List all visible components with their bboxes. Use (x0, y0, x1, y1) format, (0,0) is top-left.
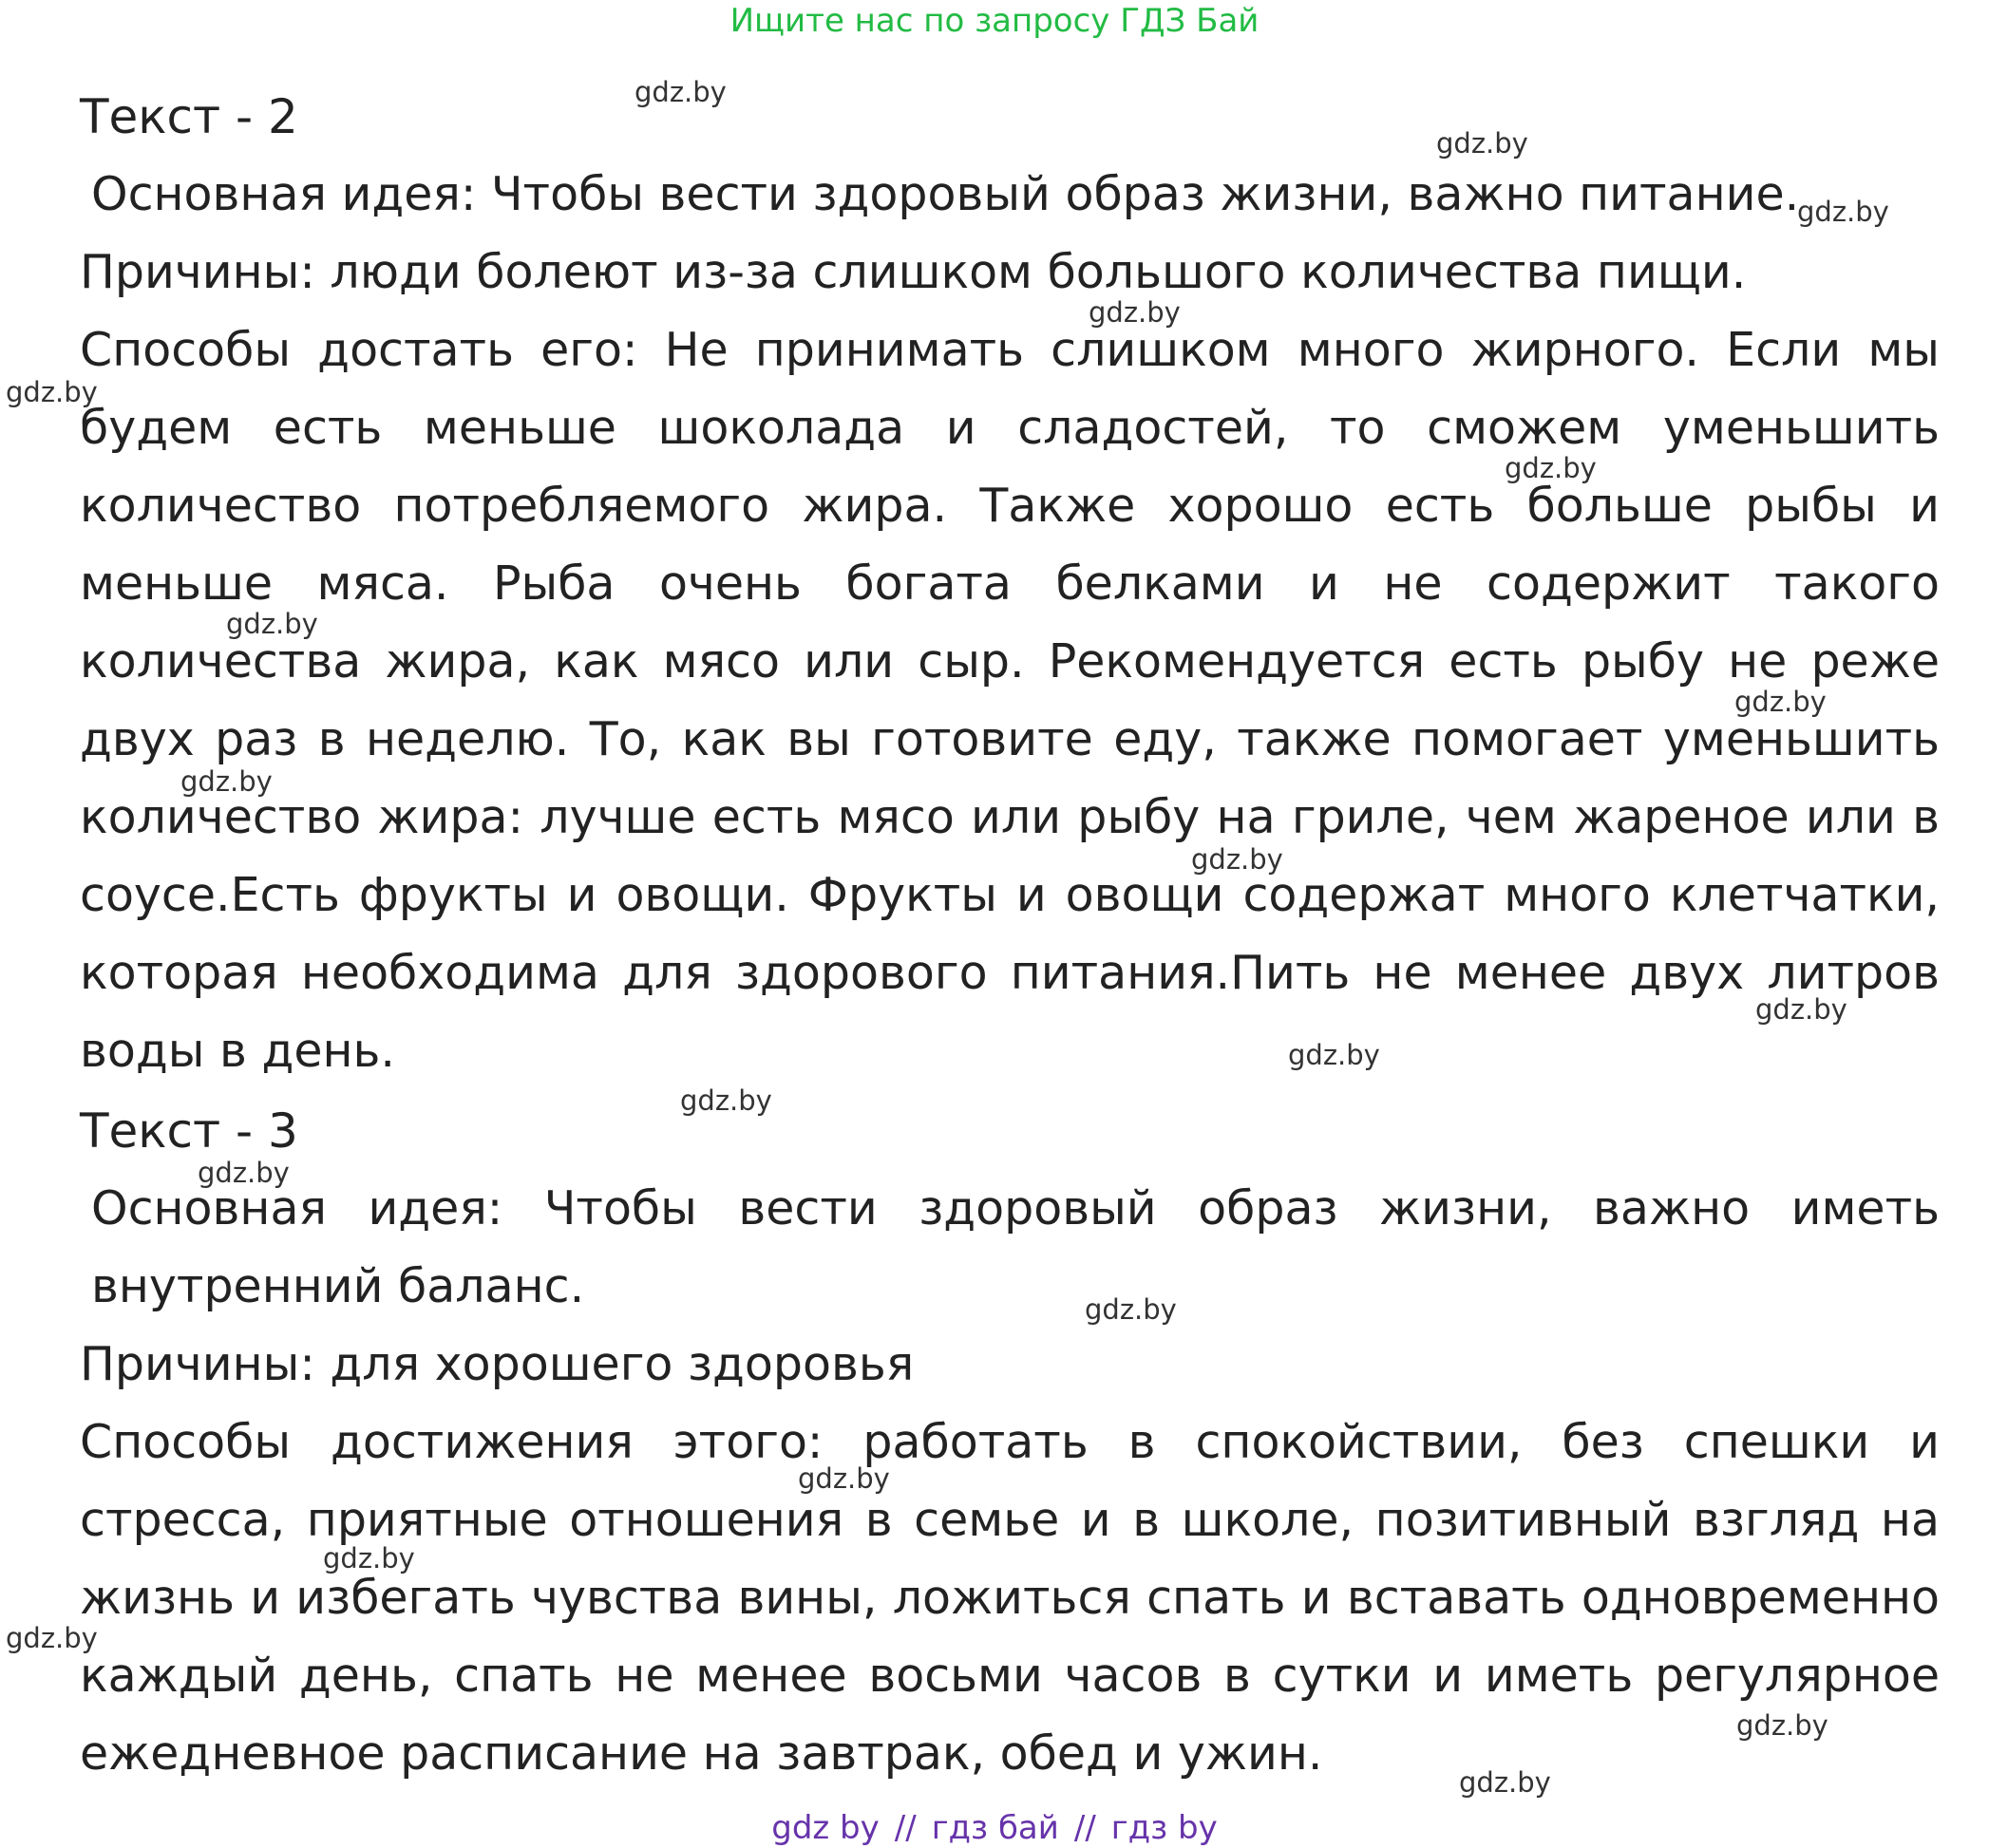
text-3-ways: Способы достижения этого: работать в спокойствии, без спешки и стресса, приятные отношения в семье и в школе, позитивный взгляд на жизнь и избегать чувства вины, ложиться спать и вставать одновременно каждый день, спать не менее восьми часов в сутки и иметь регулярное ежедневное расписание на завтрак, обед и ужин. (80, 1415, 1940, 1781)
watermark: gdz.by (1288, 1039, 1380, 1071)
footer-separator: // (894, 1809, 917, 1847)
text-3-main-idea: Основная идея: Чтобы вести здоровый образ жизни, важно иметь внутренний баланс. (91, 1181, 1940, 1313)
watermark: gdz.by (1734, 686, 1827, 718)
footer (0, 1809, 1989, 1847)
watermark: gdz.by (1736, 1709, 1828, 1742)
footer-link-gdz-by[interactable]: gdz by (771, 1809, 880, 1847)
watermark: gdz.by (1191, 843, 1283, 876)
text-2-main-idea: Основная идея: Чтобы вести здоровый образ жизни, важно питание. (91, 167, 1800, 221)
top-banner: Ищите нас по запросу ГДЗ Бай (729, 2, 1260, 40)
watermark: gdz.by (198, 1157, 290, 1189)
text-2-ways: Способы достать его: Не принимать слишком много жирного. Если мы будем есть меньше шоколада и сладостей, то сможем уменьшить количество потребляемого жира. Также хорошо есть больше рыбы и меньше мяса. Рыба очень богата белками и не содержит такого количества жира, как мясо или сыр. Рекомендуется есть рыбу не реже двух раз в неделю. То, как вы готовите еду, также помогает уменьшить количество жира: лучше есть мясо или рыбу на гриле, чем жареное или в соусе.Есть фрукты и овощи. Фрукты и овощи содержат много клетчатки, которая необходима для здорового питания.Пить не менее двух литров воды в день. (80, 323, 1940, 1078)
watermark: gdz.by (1797, 196, 1889, 228)
watermark: gdz.by (6, 1622, 98, 1654)
watermark: gdz.by (323, 1542, 415, 1575)
footer-link-gdz-bai[interactable]: гдз бай (931, 1809, 1059, 1847)
watermark: gdz.by (1459, 1766, 1551, 1799)
watermark: gdz.by (180, 765, 273, 798)
watermark: gdz.by (798, 1462, 890, 1495)
text-3-title: Текст - 3 (80, 1103, 298, 1159)
watermark: gdz.by (1436, 127, 1528, 160)
watermark: gdz.by (226, 608, 318, 640)
watermark: gdz.by (6, 376, 98, 408)
footer-separator: // (1073, 1809, 1096, 1847)
footer-link-gdz-by-cyr[interactable]: гдз by (1110, 1809, 1218, 1847)
text-2-title: Текст - 2 (80, 89, 298, 144)
text-3-block (80, 1092, 1940, 1793)
watermark: gdz.by (1505, 452, 1597, 484)
watermark: gdz.by (1089, 296, 1181, 329)
text-3-reasons: Причины: для хорошего здоровья (80, 1337, 915, 1391)
watermark: gdz.by (635, 76, 727, 108)
watermark: gdz.by (1085, 1293, 1177, 1326)
text-2-block (80, 78, 1940, 1090)
text-2-reasons: Причины: люди болеют из-за слишком большого количества пищи. (80, 245, 1747, 299)
watermark: gdz.by (1755, 993, 1847, 1026)
watermark: gdz.by (680, 1084, 772, 1117)
